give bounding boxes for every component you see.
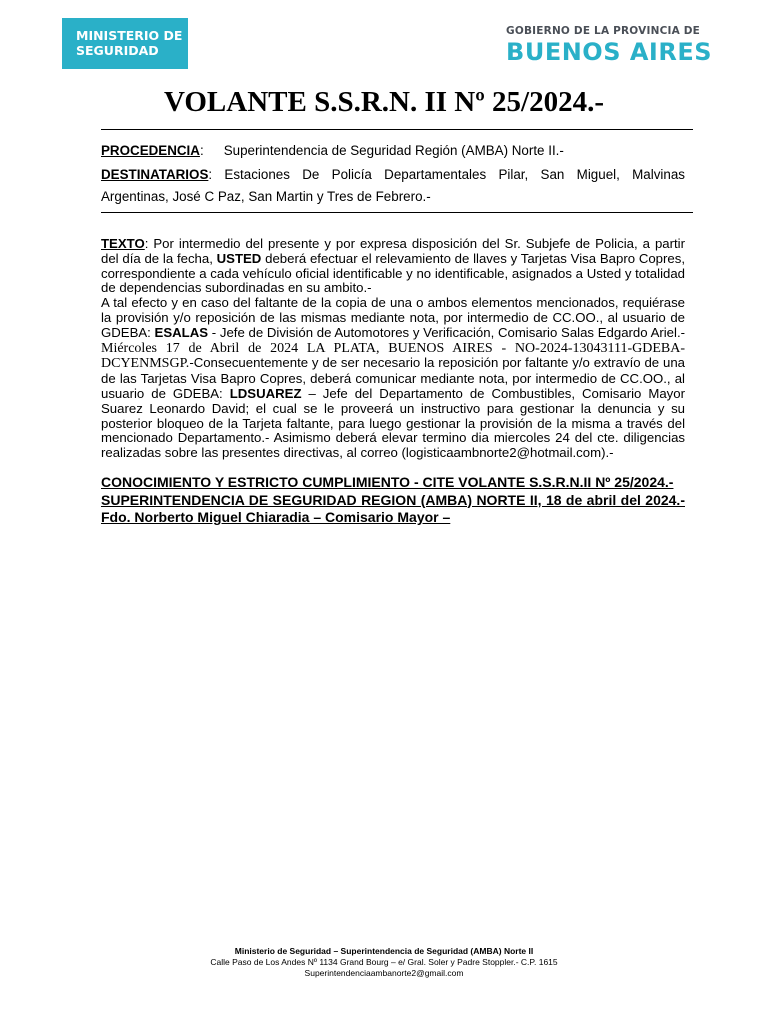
gobierno-buenos-aires-logo [506, 25, 712, 66]
texto-p2-reference: Miércoles 17 de Abril de 2024 LA PLATA, BUENOS AIRES - NO-2024-13043111-GDEBA-DCYENMSGP. [101, 340, 685, 372]
texto-p2-ldsuarez: LDSUAREZ [229, 385, 302, 401]
page-footer [0, 946, 768, 979]
logo-right-line1: GOBIERNO DE LA PROVINCIA DE [506, 25, 701, 37]
procedencia-value: Superintendencia de Seguridad Región (AMBA) Norte II.- [223, 143, 564, 158]
destinatarios-value: Estaciones De Policía Departamentales Pilar, San Miguel, Malvinas Argentinas, José C Paz, San Martin y Tres de Febrero.- [101, 167, 685, 204]
texto-p2-esalas: ESALAS [154, 324, 209, 340]
texto-p2-a: A tal efecto y en caso del faltante de la copia de una o ambos elementos mencionados, requiérase la provisión y/o reposición de las mismas mediante nota, por intermedio de CC.OO., al usuario de GDEBA: [101, 295, 685, 340]
destinatarios-sep: : [208, 167, 225, 182]
document-title: VOLANTE S.S.R.N. II Nº 25/2024.- [163, 86, 605, 118]
destinatarios-row [101, 164, 685, 208]
destinatarios-label: DESTINATARIOS [101, 167, 209, 182]
header-bottom-divider [101, 212, 693, 213]
closing-line-1: CONOCIMIENTO Y ESTRICTO CUMPLIMIENTO - CITE VOLANTE S.S.R.N.II Nº 25/2024.- [101, 474, 674, 490]
logo-left-line1: MINISTERIO DE [76, 28, 183, 43]
footer-email: Superintendenciaambanorte2@gmail.com [304, 968, 464, 978]
texto-p2-c: -Consecuentemente y de ser necesario la reposición por faltante y/o extravío de una de las Tarjetas Visa Bapro Copres, deberá comunicar mediante nota, por intermedio de CC.OO., al usuario de GDEBA: [101, 355, 685, 401]
ministerio-seguridad-logo [62, 18, 188, 69]
texto-label: TEXTO [101, 236, 145, 251]
procedencia-row [101, 143, 685, 158]
texto-p2-d: – Jefe del Departamento de Combustibles, Comisario Mayor Suarez Leonardo David; el cual se le proveerá un instructivo para gestionar la denuncia y su posterior bloqueo de la Tarjeta faltante, para luego gestionar la provisión de la misma a través del mencionado Departamento.- Asimismo deberá elevar termino dia miercoles 24 del cte. diligencias realizadas sobre las presentes directivas, al correo (logisticaambnorte2@hotmail.com).- [101, 385, 685, 461]
texto-p1-usted: USTED [216, 250, 262, 266]
top-divider [101, 129, 693, 130]
texto-p1-a: : Por intermedio del presente y por expresa disposición del Sr. Subjefe de Policia, a partir del día de la fecha, [101, 236, 685, 266]
texto-p1-b: deberá efectuar el relevamiento de llaves y Tarjetas Visa Bapro Copres, correspondiente a cada vehículo oficial identificable y no identificable, asignados a Usted y totalidad de dependencias subordinadas en su ambito.- [101, 250, 685, 296]
logo-right-line2: BUENOS AIRES [506, 38, 712, 66]
procedencia-sep: : [199, 143, 204, 158]
closing-block [101, 474, 685, 527]
footer-line-1: Ministerio de Seguridad – Superintendencia de Seguridad (AMBA) Norte II [234, 946, 534, 956]
procedencia-label: PROCEDENCIA [101, 143, 200, 158]
texto-body [101, 237, 685, 461]
closing-line-2: SUPERINTENDENCIA DE SEGURIDAD REGION (AMBA) NORTE II, 18 de abril del 2024.- Fdo. Norberto Miguel Chiaradia – Comisario Mayor – [101, 491, 685, 525]
texto-paragraph-1 [101, 237, 685, 296]
logo-left-line2: SEGURIDAD [76, 43, 159, 58]
texto-paragraph-2 [101, 296, 685, 461]
texto-p2-b: - Jefe de División de Automotores y Verificación, Comisario Salas Edgardo Ariel.- [208, 324, 686, 340]
footer-line-2: Calle Paso de Los Andes Nº 1134 Grand Bourg – e/ Gral. Soler y Padre Stoppler.- C.P. 1615 [210, 957, 558, 967]
